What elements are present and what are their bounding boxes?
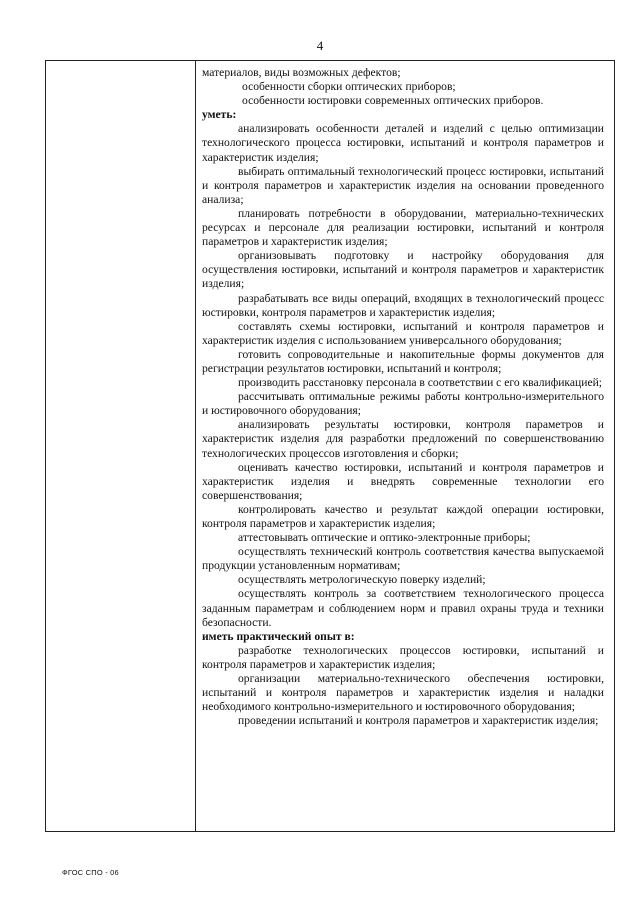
list-item: осуществлять технический контроль соответствия качества выпускаемой продукции установленным нормативам; (202, 545, 604, 573)
intro-line: материалов, виды возможных дефектов; (202, 66, 401, 79)
list-item: организации материально-технического обеспечения юстировки, испытаний и контроля параметров и характеристик изделия и наладки необходимого контрольно-измерительного и юстировочного оборудования; (202, 672, 604, 714)
list-item: контролировать качество и результат каждой операции юстировки, контроля параметров и характеристик изделия; (202, 502, 604, 530)
list-item: осуществлять контроль за соответствием технологического процесса заданным параметрам и соблюдением норм и правил охраны труда и техники безопасности. (202, 587, 604, 629)
list-item: анализировать результаты юстировки, контроля параметров и характеристик изделия для разработки предложений по совершенствованию технологических процессов изготовления и сборки; (202, 418, 604, 460)
footer-code: ФГОС СПО - 06 (62, 868, 119, 877)
list-item: составлять схемы юстировки, испытаний и контроля параметров и характеристик изделия с использованием универсального оборудования; (202, 319, 604, 347)
intro-line: особенности юстировки современных оптических приборов. (242, 94, 544, 108)
list-item: разработке технологических процессов юстировки, испытаний и контроля параметров и характеристик изделия; (202, 643, 604, 671)
list-item: разрабатывать все виды операций, входящих в технологический процесс юстировки, контроля параметров и характеристик изделия; (202, 291, 604, 319)
opyt-list (202, 644, 604, 729)
content-table (45, 60, 615, 832)
list-item: планировать потребности в оборудовании, материально-технических ресурсах и персонале для реализации юстировки, испытаний и контроля параметров и характеристик изделия; (202, 206, 604, 249)
list-item: организовывать подготовку и настройку оборудования для осуществления юстировки, испытаний и контроля параметров и характеристик изделия; (202, 249, 604, 291)
right-column (196, 61, 614, 831)
list-item: аттестовывать оптические и оптико-электронные приборы; (238, 531, 531, 545)
umet-list (202, 122, 604, 629)
list-item: анализировать особенности деталей и изделий с целью оптимизации технологического процесса юстировки, испытаний и контроля параметров и характеристик изделия; (202, 122, 604, 164)
list-item: производить расстановку персонала в соответствии с его квалификацией; (238, 376, 603, 390)
list-item: осуществлять метрологическую поверку изделий; (238, 573, 486, 587)
umet-heading: уметь: (202, 108, 237, 122)
opyt-heading: иметь практический опыт в: (202, 629, 355, 643)
intro-line: особенности сборки оптических приборов; (242, 80, 456, 94)
left-column (46, 61, 196, 831)
page-number: 4 (316, 38, 324, 53)
list-item: проведении испытаний и контроля параметров и характеристик изделия; (238, 714, 599, 728)
list-item: оценивать качество юстировки, испытаний и контроля параметров и характеристик изделия и внедрять современные технологии его совершенствования; (202, 460, 604, 502)
list-item: рассчитывать оптимальные режимы работы контрольно-измерительного и юстировочного оборудования; (202, 390, 604, 418)
list-item: готовить сопроводительные и накопительные формы документов для регистрации результатов юстировки, испытаний и контроля; (202, 347, 604, 375)
list-item: выбирать оптимальный технологический процесс юстировки, испытаний и контроля параметров и характеристик изделия на основании проведенного анализа; (202, 164, 604, 206)
